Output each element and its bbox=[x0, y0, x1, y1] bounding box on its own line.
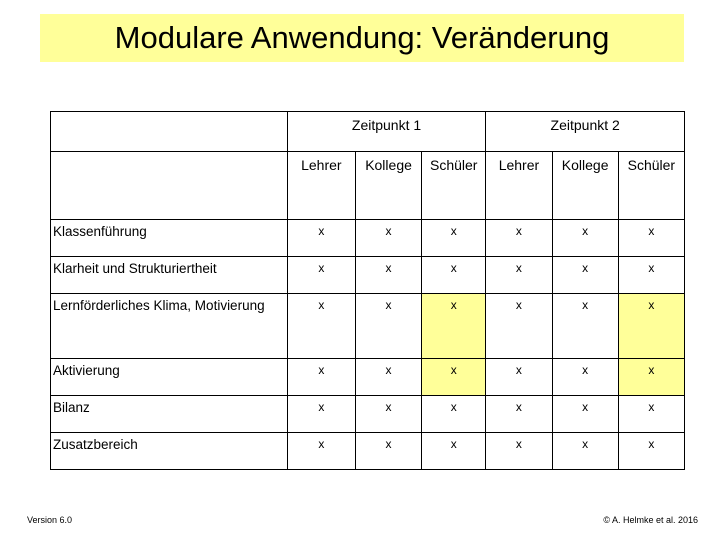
table-cell: x bbox=[422, 220, 486, 257]
row-label: Bilanz bbox=[51, 396, 288, 433]
table-cell: x bbox=[287, 396, 355, 433]
table-cell: x bbox=[486, 433, 552, 470]
subheader-kollege-1: Kollege bbox=[355, 152, 421, 220]
table-cell-highlighted: x bbox=[422, 359, 486, 396]
subheader-schueler-1: Schüler bbox=[422, 152, 486, 220]
copyright-label: © A. Helmke et al. 2016 bbox=[603, 515, 698, 525]
table-cell: x bbox=[355, 433, 421, 470]
table-cell: x bbox=[552, 220, 618, 257]
subheader-lehrer-2: Lehrer bbox=[486, 152, 552, 220]
table-row bbox=[51, 257, 685, 294]
table-cell: x bbox=[287, 220, 355, 257]
row-label: Aktivierung bbox=[51, 359, 288, 396]
table-cell: x bbox=[486, 359, 552, 396]
group-header-row bbox=[51, 112, 685, 152]
subheader-lehrer-1: Lehrer bbox=[287, 152, 355, 220]
table-cell: x bbox=[287, 433, 355, 470]
table-cell-highlighted: x bbox=[618, 294, 684, 359]
table-cell: x bbox=[486, 294, 552, 359]
table-cell: x bbox=[355, 220, 421, 257]
row-label: Klassenführung bbox=[51, 220, 288, 257]
table-cell: x bbox=[618, 257, 684, 294]
subheader-kollege-2: Kollege bbox=[552, 152, 618, 220]
table-cell: x bbox=[422, 396, 486, 433]
subheader-schueler-2: Schüler bbox=[618, 152, 684, 220]
row-label: Lernförderliches Klima, Motivierung bbox=[51, 294, 288, 359]
table-cell: x bbox=[552, 359, 618, 396]
group-header-zeitpunkt-1: Zeitpunkt 1 bbox=[287, 112, 486, 152]
corner-cell-2 bbox=[51, 152, 288, 220]
table-cell-highlighted: x bbox=[422, 294, 486, 359]
table-cell: x bbox=[355, 257, 421, 294]
version-label: Version 6.0 bbox=[27, 515, 73, 525]
table-cell: x bbox=[486, 257, 552, 294]
table-cell: x bbox=[422, 257, 486, 294]
table-cell: x bbox=[552, 294, 618, 359]
table-row bbox=[51, 433, 685, 470]
table-cell: x bbox=[552, 396, 618, 433]
table-cell: x bbox=[486, 220, 552, 257]
table-row bbox=[51, 220, 685, 257]
table-cell: x bbox=[422, 433, 486, 470]
table-cell: x bbox=[552, 433, 618, 470]
table-row bbox=[51, 396, 685, 433]
table-cell: x bbox=[552, 257, 618, 294]
table-cell: x bbox=[486, 396, 552, 433]
sub-header-row bbox=[51, 152, 685, 220]
corner-cell bbox=[51, 112, 288, 152]
table-cell: x bbox=[618, 220, 684, 257]
change-table bbox=[50, 111, 685, 470]
table-cell: x bbox=[287, 257, 355, 294]
row-label: Klarheit und Strukturiertheit bbox=[51, 257, 288, 294]
table-cell: x bbox=[355, 396, 421, 433]
table-cell: x bbox=[287, 359, 355, 396]
table-cell-highlighted: x bbox=[618, 359, 684, 396]
table-row bbox=[51, 359, 685, 396]
table-row bbox=[51, 294, 685, 359]
page-title: Modulare Anwendung: Veränderung bbox=[114, 20, 610, 55]
table-cell: x bbox=[355, 294, 421, 359]
table-cell: x bbox=[618, 396, 684, 433]
group-header-zeitpunkt-2: Zeitpunkt 2 bbox=[486, 112, 685, 152]
table-cell: x bbox=[287, 294, 355, 359]
table-cell: x bbox=[618, 433, 684, 470]
table-cell: x bbox=[355, 359, 421, 396]
row-label: Zusatzbereich bbox=[51, 433, 288, 470]
title-banner bbox=[40, 14, 684, 62]
